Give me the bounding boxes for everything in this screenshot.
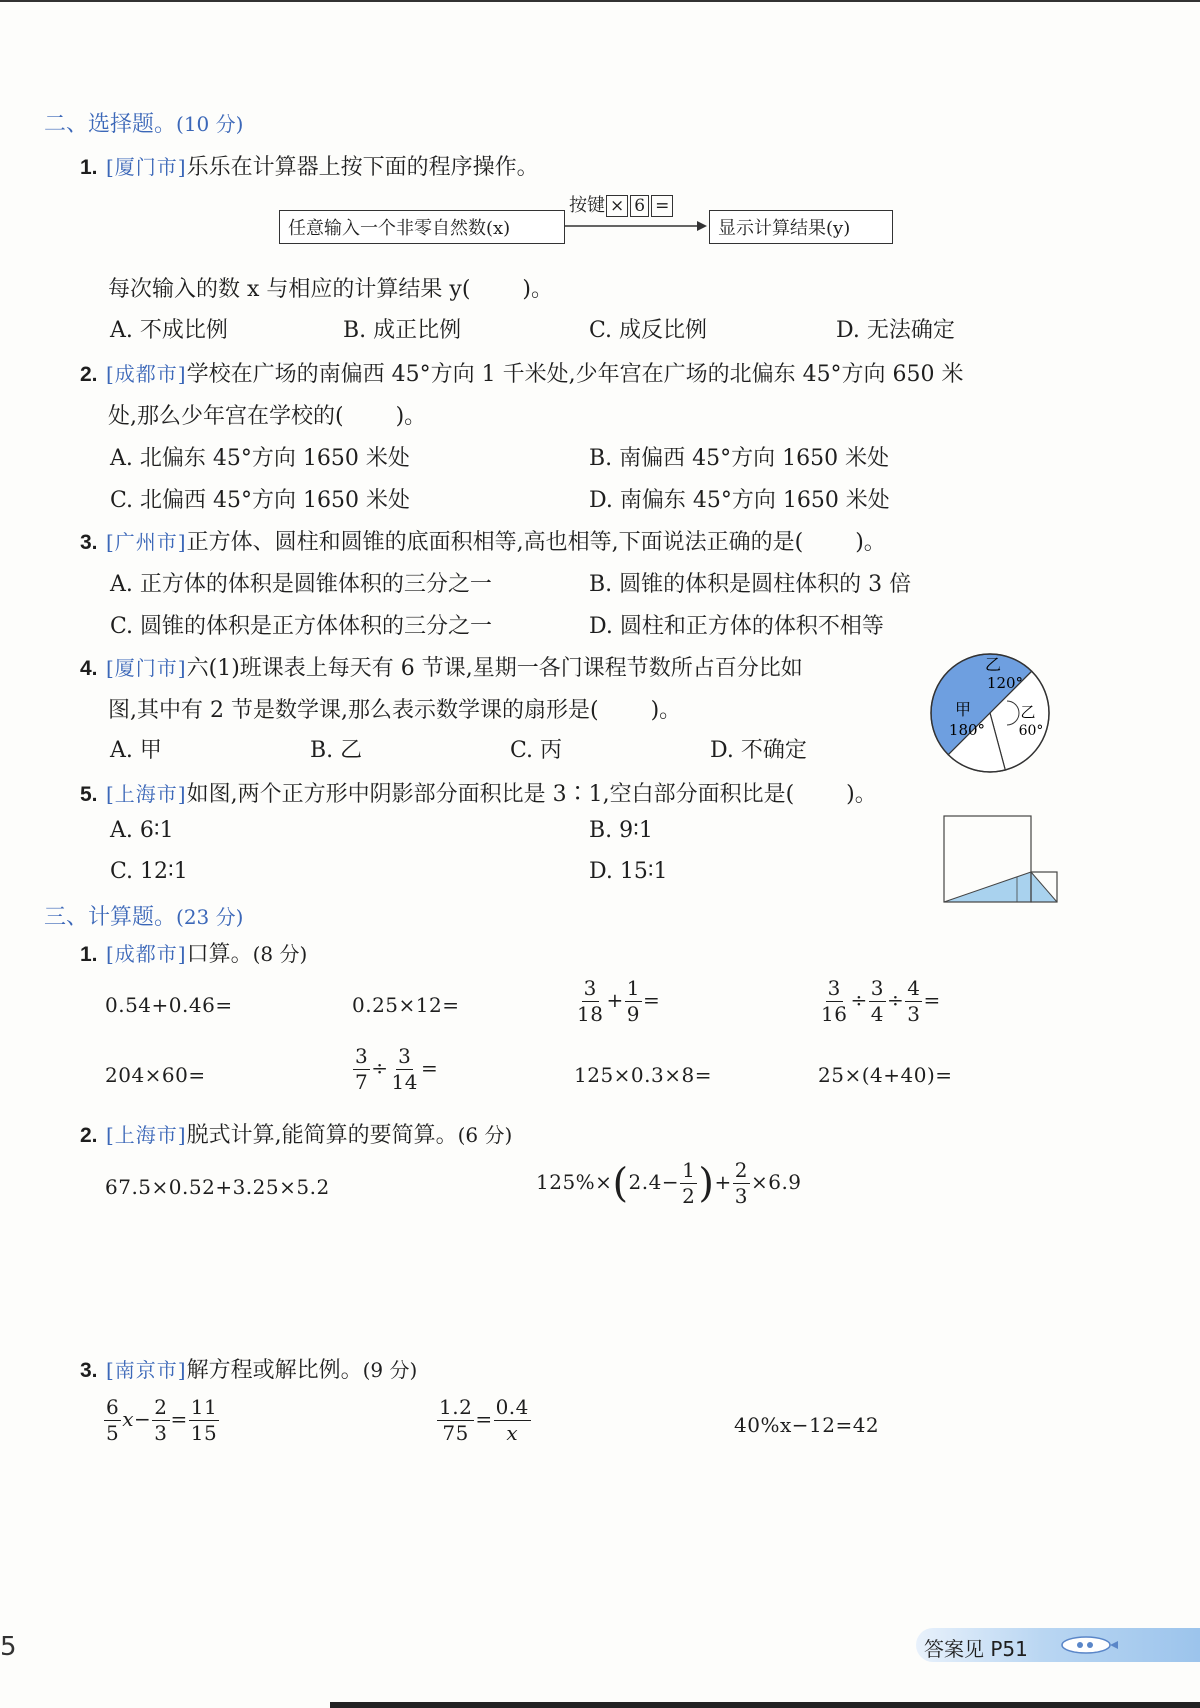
pie-label-bing: 乙 <box>984 655 1002 674</box>
option-a: A. 不成比例 <box>110 318 228 343</box>
rocket-icon <box>1058 1632 1118 1658</box>
oral-calc-8: 25×(4+40)= <box>818 1063 953 1087</box>
oral-calc-3: $\frac{3}{18}$ + $\frac{1}{9}$ = <box>577 976 661 1026</box>
pie-angle-bing: 120° <box>986 674 1024 692</box>
option-b: B. 9∶1 <box>589 818 653 843</box>
option-d: D. 15∶1 <box>589 859 668 884</box>
question-number: 2. <box>80 363 98 386</box>
calc-question-1 <box>80 937 307 968</box>
question-number: 1. <box>80 943 98 966</box>
question-4-line-2: 图,其中有 2 节是数学课,那么表示数学课的扇形是( )。 <box>108 698 682 723</box>
option-c: C. 丙 <box>510 738 563 763</box>
section-points: (23 分) <box>176 905 244 929</box>
step-calc-1: 67.5×0.52+3.25×5.2 <box>105 1175 330 1199</box>
squares-figure <box>940 812 1062 906</box>
question-text: 如图,两个正方形中阴影部分面积比是 3∶1,空白部分面积比是( <box>186 782 795 807</box>
oral-calc-6: $\frac{3}{7}$ ÷ $\frac{3}{14}$ = <box>355 1044 439 1094</box>
question-1-line-2: 每次输入的数 x 与相应的计算结果 y( )。 <box>108 277 553 302</box>
key-times: × <box>606 195 628 217</box>
option-a: A. 甲 <box>110 738 162 763</box>
question-number: 5. <box>80 783 98 806</box>
pie-label-yi: 乙 <box>1020 703 1036 721</box>
flow-keys <box>569 191 674 217</box>
key-equals: = <box>651 195 673 217</box>
question-3: 3. [广州市]正方体、圆柱和圆锥的底面积相等,高也相等,下面说法正确的是( )。 <box>80 530 886 555</box>
option-d: D. 圆柱和正方体的体积不相等 <box>589 614 884 639</box>
option-a: A. 北偏东 45°方向 1650 米处 <box>110 446 410 471</box>
question-2 <box>80 357 964 388</box>
question-number: 3. <box>80 1359 98 1382</box>
question-number: 2. <box>80 1124 98 1147</box>
question-text: 正方体、圆柱和圆锥的底面积相等,高也相等,下面说法正确的是( <box>186 530 804 555</box>
question-points: (9 分) <box>362 1358 418 1382</box>
option-d: D. 南偏东 45°方向 1650 米处 <box>589 488 890 513</box>
question-number: 1. <box>80 156 98 179</box>
question-source: [成都市] <box>106 362 187 386</box>
key-six: 6 <box>630 195 649 217</box>
question-text: 脱式计算,能简算的要简算。 <box>186 1123 458 1148</box>
oral-calc-2: 0.25×12= <box>352 993 460 1017</box>
question-source: [广州市] <box>106 530 187 554</box>
flow-arrow <box>565 216 709 236</box>
sheet-top-edge <box>0 0 1200 2</box>
page-number: 5 <box>0 1632 17 1662</box>
option-a: A. 6∶1 <box>110 818 174 843</box>
question-text: 口算。 <box>186 942 253 967</box>
equation-3: 40%x−12=42 <box>734 1413 880 1437</box>
option-b: B. 南偏西 45°方向 1650 米处 <box>589 446 890 471</box>
question-number: 3. <box>80 531 98 554</box>
equation-1: $\frac{6}{5}$ x− $\frac{2}{3}$ = $\frac{11}{15}$ <box>106 1395 218 1445</box>
proportion-2: $\frac{1.2}{75}$ = $\frac{0.4}{x}$ <box>439 1395 529 1445</box>
oral-calc-5: 204×60= <box>105 1063 206 1087</box>
option-c: C. 成反比例 <box>589 318 708 343</box>
option-c: C. 北偏西 45°方向 1650 米处 <box>110 488 410 513</box>
option-b: B. 乙 <box>310 738 363 763</box>
option-d: D. 无法确定 <box>836 318 955 343</box>
question-5: 5. [上海市]如图,两个正方形中阴影部分面积比是 3∶1,空白部分面积比是( )。 <box>80 782 877 807</box>
oral-calc-1: 0.54+0.46= <box>105 993 233 1017</box>
flow-input-box: 任意输入一个非零自然数(x) <box>279 210 565 244</box>
section-heading-calculation <box>44 900 243 931</box>
calc-question-2 <box>80 1118 512 1149</box>
sheet-bottom-edge <box>330 1702 1200 1708</box>
question-source: [厦门市] <box>106 656 187 680</box>
question-source: [上海市] <box>106 782 187 806</box>
section-heading-choice <box>44 107 243 138</box>
section-title: 二、选择题。 <box>44 112 177 137</box>
question-text: 乐乐在计算器上按下面的程序操作。 <box>186 155 539 180</box>
question-text: 学校在广场的南偏西 45°方向 1 千米处,少年宫在广场的北偏东 45°方向 650 米 <box>186 362 964 387</box>
question-points: (8 分) <box>252 942 308 966</box>
oral-calc-4: $\frac{3}{16}$ ÷ $\frac{3}{4}$ ÷ $\frac{4}{3}$ = <box>821 976 941 1026</box>
option-a: A. 正方体的体积是圆锥体积的三分之一 <box>110 572 492 597</box>
oral-calc-7: 125×0.3×8= <box>574 1063 712 1087</box>
pie-chart-figure <box>925 648 1055 778</box>
flow-output-box: 显示计算结果(y) <box>709 210 893 244</box>
question-1 <box>80 150 539 181</box>
question-text: 六(1)班课表上每天有 6 节课,星期一各门课程节数所占百分比如 <box>186 656 803 681</box>
question-source: [成都市] <box>106 942 187 966</box>
option-c: C. 12∶1 <box>110 859 188 884</box>
option-c: C. 圆锥的体积是正方体体积的三分之一 <box>110 614 493 639</box>
question-2-line-2: 处,那么少年宫在学校的( )。 <box>108 404 427 429</box>
section-title: 三、计算题。 <box>44 905 177 930</box>
question-text: 解方程或解比例。 <box>186 1358 363 1383</box>
step-calc-2: 125%×(2.4− $\frac{1}{2}$ )+ $\frac{2}{3}$ ×6.9 <box>536 1158 802 1208</box>
question-4 <box>80 651 803 682</box>
option-d: D. 不确定 <box>710 738 807 763</box>
calc-question-3 <box>80 1353 417 1384</box>
question-number: 4. <box>80 657 98 680</box>
pie-angle-jia: 180° <box>948 721 986 739</box>
question-source: [南京市] <box>106 1358 187 1382</box>
pie-angle-yi: 60° <box>1018 723 1044 739</box>
option-b: B. 圆锥的体积是圆柱体积的 3 倍 <box>589 572 912 597</box>
answer-reference: 答案见 P51 <box>924 1637 1028 1661</box>
keys-label: 按键 <box>569 195 605 216</box>
pie-label-jia: 甲 <box>954 700 972 719</box>
question-source: [上海市] <box>106 1123 187 1147</box>
option-b: B. 成正比例 <box>343 318 462 343</box>
section-points: (10 分) <box>176 112 244 136</box>
question-points: (6 分) <box>457 1123 513 1147</box>
question-source: [厦门市] <box>106 155 187 179</box>
